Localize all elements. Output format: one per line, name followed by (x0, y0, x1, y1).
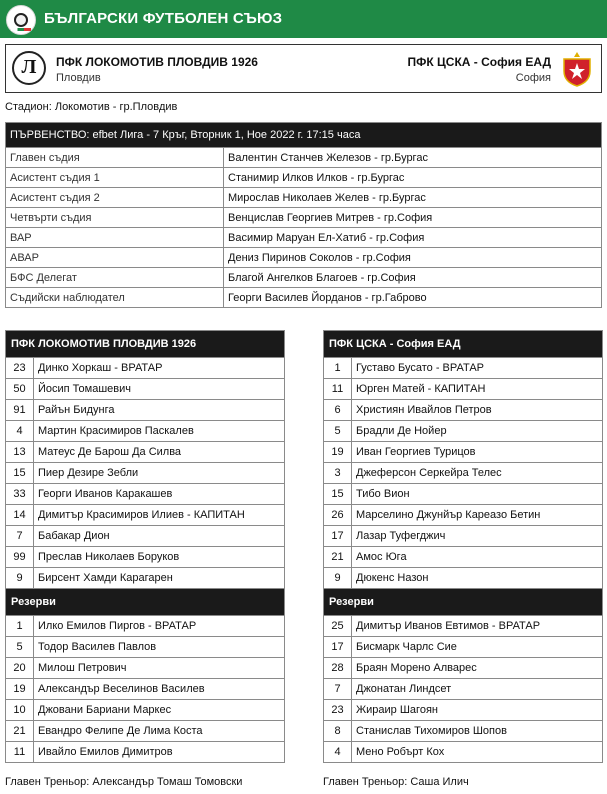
away-team-city: София (515, 72, 551, 84)
reserve-row (6, 658, 285, 679)
home-team-city: Пловдив (56, 72, 101, 84)
page-title: БЪЛГАРСКИ ФУТБОЛЕН СЪЮЗ (44, 10, 283, 27)
player-row (324, 526, 603, 547)
player-row (6, 358, 285, 379)
player-row (324, 547, 603, 568)
player-row (324, 421, 603, 442)
away-lineup-table (323, 330, 603, 763)
match-header (5, 44, 602, 93)
match-info-table (5, 122, 602, 308)
player-row (6, 568, 285, 589)
home-crest-icon: Л (12, 51, 46, 85)
player-number: 21 (6, 721, 34, 742)
official-role: Съдийски наблюдател (6, 288, 224, 308)
player-row (6, 442, 285, 463)
away-team-name: ПФК ЦСКА - София ЕАД (407, 55, 551, 69)
official-name: Георги Василев Йорданов - гр.Габрово (224, 288, 602, 308)
player-number: 25 (324, 616, 352, 637)
player-number: 9 (6, 568, 34, 589)
official-role: АВАР (6, 248, 224, 268)
player-row (6, 526, 285, 547)
official-name: Мирослав Николаев Желев - гр.Бургас (224, 188, 602, 208)
player-name: Густаво Бусато - ВРАТАР (352, 358, 603, 379)
player-number: 15 (324, 484, 352, 505)
official-role: Асистент съдия 2 (6, 188, 224, 208)
player-name: Джеферсон Серкейра Телес (352, 463, 603, 484)
player-row (324, 358, 603, 379)
player-row (6, 421, 285, 442)
player-name: Евандро Фелипе Де Лима Коста (34, 721, 285, 742)
home-team-name: ПФК ЛОКОМОТИВ ПЛОВДИВ 1926 (56, 55, 258, 69)
player-name: Амос Юга (352, 547, 603, 568)
official-role: ВАР (6, 228, 224, 248)
player-number: 91 (6, 400, 34, 421)
player-name: Джонатан Линдсет (352, 679, 603, 700)
reserve-row (6, 742, 285, 763)
reserves-title: Резерви (324, 589, 603, 616)
official-row (6, 248, 602, 268)
reserve-row (324, 742, 603, 763)
official-name: Станимир Илков Илков - гр.Бургас (224, 168, 602, 188)
player-row (324, 505, 603, 526)
player-number: 50 (6, 379, 34, 400)
player-number: 8 (324, 721, 352, 742)
player-number: 11 (6, 742, 34, 763)
player-row (6, 547, 285, 568)
player-number: 14 (6, 505, 34, 526)
header-bar (0, 0, 607, 38)
official-name: Венцислав Георгиев Митрев - гр.София (224, 208, 602, 228)
player-number: 20 (6, 658, 34, 679)
player-number: 1 (324, 358, 352, 379)
away-lineup-title: ПФК ЦСКА - София ЕАД (324, 331, 603, 358)
player-name: Браян Морено Алварес (352, 658, 603, 679)
player-number: 17 (324, 637, 352, 658)
bfu-logo-icon (6, 5, 36, 35)
player-name: Ивайло Емилов Димитров (34, 742, 285, 763)
reserve-row (324, 637, 603, 658)
player-name: Бисмарк Чарлс Сие (352, 637, 603, 658)
player-name: Тибо Вион (352, 484, 603, 505)
reserve-row (6, 721, 285, 742)
player-number: 17 (324, 526, 352, 547)
reserve-row (6, 637, 285, 658)
reserve-row (324, 658, 603, 679)
player-number: 99 (6, 547, 34, 568)
reserve-row (324, 616, 603, 637)
player-name: Илко Емилов Пиргов - ВРАТАР (34, 616, 285, 637)
player-number: 33 (6, 484, 34, 505)
away-coach: Главен Треньор: Саша Илич (323, 776, 469, 788)
player-number: 11 (324, 379, 352, 400)
player-number: 13 (6, 442, 34, 463)
player-number: 23 (324, 700, 352, 721)
player-number: 10 (6, 700, 34, 721)
player-name: Георги Иванов Каракашев (34, 484, 285, 505)
player-number: 5 (324, 421, 352, 442)
official-row (6, 228, 602, 248)
home-lineup-table (5, 330, 285, 763)
player-name: Лазар Туфегджич (352, 526, 603, 547)
official-row (6, 268, 602, 288)
player-name: Димитър Иванов Евтимов - ВРАТАР (352, 616, 603, 637)
official-row (6, 288, 602, 308)
home-coach: Главен Треньор: Александър Томаш Томовски (5, 776, 243, 788)
player-row (6, 463, 285, 484)
official-row (6, 208, 602, 228)
player-row (324, 463, 603, 484)
player-name: Бабакар Дион (34, 526, 285, 547)
player-number: 4 (6, 421, 34, 442)
player-name: Тодор Василев Павлов (34, 637, 285, 658)
player-number: 6 (324, 400, 352, 421)
player-name: Йосип Томашевич (34, 379, 285, 400)
player-name: Преслав Николаев Боруков (34, 547, 285, 568)
stadium-info: Стадион: Локомотив - гр.Пловдив (5, 101, 178, 113)
player-name: Християн Ивайлов Петров (352, 400, 603, 421)
official-row (6, 148, 602, 168)
player-number: 19 (6, 679, 34, 700)
player-name: Станислав Тихомиров Шопов (352, 721, 603, 742)
player-number: 5 (6, 637, 34, 658)
player-number: 26 (324, 505, 352, 526)
player-name: Димитър Красимиров Илиев - КАПИТАН (34, 505, 285, 526)
reserve-row (324, 721, 603, 742)
official-name: Валентин Станчев Железов - гр.Бургас (224, 148, 602, 168)
player-number: 28 (324, 658, 352, 679)
player-name: Дюкенс Назон (352, 568, 603, 589)
player-name: Бирсент Хамди Карагарен (34, 568, 285, 589)
official-name: Дениз Пиринов Соколов - гр.София (224, 248, 602, 268)
player-number: 7 (324, 679, 352, 700)
reserve-row (6, 616, 285, 637)
reserves-title: Резерви (6, 589, 285, 616)
player-row (6, 400, 285, 421)
player-row (324, 400, 603, 421)
official-role: Главен съдия (6, 148, 224, 168)
player-number: 23 (6, 358, 34, 379)
player-row (324, 379, 603, 400)
cska-crest-icon (561, 51, 593, 87)
player-name: Марселино Джунйър Кареазо Бетин (352, 505, 603, 526)
reserve-row (324, 679, 603, 700)
player-row (324, 442, 603, 463)
player-row (6, 379, 285, 400)
player-name: Пиер Дезире Зебли (34, 463, 285, 484)
home-lineup-title: ПФК ЛОКОМОТИВ ПЛОВДИВ 1926 (6, 331, 285, 358)
player-name: Динко Хоркаш - ВРАТАР (34, 358, 285, 379)
official-role: БФС Делегат (6, 268, 224, 288)
player-name: Иван Георгиев Турицов (352, 442, 603, 463)
official-role: Четвърти съдия (6, 208, 224, 228)
player-name: Матеус Де Барош Да Силва (34, 442, 285, 463)
player-row (6, 505, 285, 526)
player-number: 21 (324, 547, 352, 568)
player-number: 1 (6, 616, 34, 637)
player-row (324, 568, 603, 589)
official-name: Васимир Маруан Ел-Хатиб - гр.София (224, 228, 602, 248)
player-number: 7 (6, 526, 34, 547)
player-number: 19 (324, 442, 352, 463)
official-row (6, 168, 602, 188)
player-number: 9 (324, 568, 352, 589)
reserve-row (6, 679, 285, 700)
player-number: 3 (324, 463, 352, 484)
reserve-row (324, 700, 603, 721)
player-name: Райън Бидунга (34, 400, 285, 421)
player-name: Мено Робърт Кох (352, 742, 603, 763)
player-name: Брадли Де Нойер (352, 421, 603, 442)
official-row (6, 188, 602, 208)
player-name: Милош Петрович (34, 658, 285, 679)
player-number: 4 (324, 742, 352, 763)
reserve-row (6, 700, 285, 721)
player-name: Александър Веселинов Василев (34, 679, 285, 700)
player-number: 15 (6, 463, 34, 484)
official-role: Асистент съдия 1 (6, 168, 224, 188)
player-name: Мартин Красимиров Паскалев (34, 421, 285, 442)
player-name: Джовани Бариани Маркес (34, 700, 285, 721)
competition-caption: ПЪРВЕНСТВО: efbet Лига - 7 Кръг, Вторник 1, Ное 2022 г. 17:15 часа (6, 123, 602, 148)
player-row (324, 484, 603, 505)
player-row (6, 484, 285, 505)
official-name: Благой Ангелков Благоев - гр.София (224, 268, 602, 288)
player-name: Жираир Шагоян (352, 700, 603, 721)
player-name: Юрген Матей - КАПИТАН (352, 379, 603, 400)
